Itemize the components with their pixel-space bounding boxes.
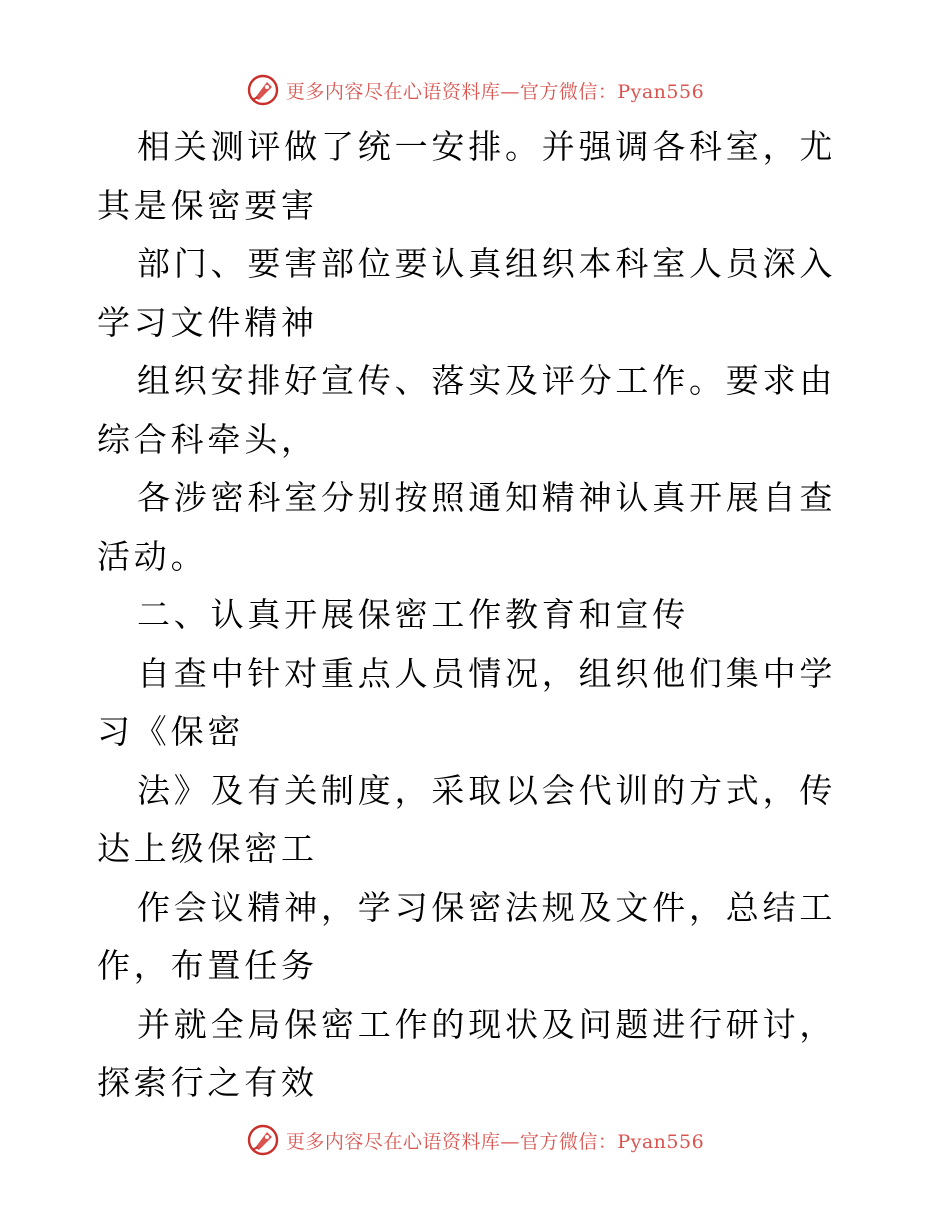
pen-nib-logo-icon bbox=[246, 1123, 280, 1157]
paragraph: 组织安排好宣传、落实及评分工作。要求由综合科牵头， bbox=[97, 361, 837, 459]
footer-banner-text: 更多内容尽在心语资料库—官方微信：Pyan556 bbox=[285, 1130, 705, 1153]
document-body bbox=[97, 118, 857, 1113]
paragraph: 二、认真开展保密工作教育和宣传 bbox=[137, 595, 689, 634]
footer-banner bbox=[0, 1120, 950, 1160]
paragraph: 自查中针对重点人员情况，组织他们集中学习《保密 bbox=[97, 653, 837, 751]
paragraph: 并就全局保密工作的现状及问题进行研讨，探索行之有效 bbox=[97, 1004, 837, 1102]
header-banner bbox=[0, 70, 950, 110]
paragraph: 部门、要害部位要认真组织本科室人员深入学习文件精神 bbox=[97, 244, 837, 342]
header-banner-text: 更多内容尽在心语资料库—官方微信：Pyan556 bbox=[285, 80, 705, 103]
paragraph: 各涉密科室分别按照通知精神认真开展自查活动。 bbox=[97, 478, 837, 576]
paragraph: 法》及有关制度，采取以会代训的方式，传达上级保密工 bbox=[97, 770, 837, 868]
paragraph: 相关测评做了统一安排。并强调各科室，尤其是保密要害 bbox=[97, 127, 837, 225]
pen-nib-logo-icon bbox=[246, 73, 280, 107]
paragraph: 作会议精神，学习保密法规及文件，总结工作，布置任务 bbox=[97, 887, 837, 985]
